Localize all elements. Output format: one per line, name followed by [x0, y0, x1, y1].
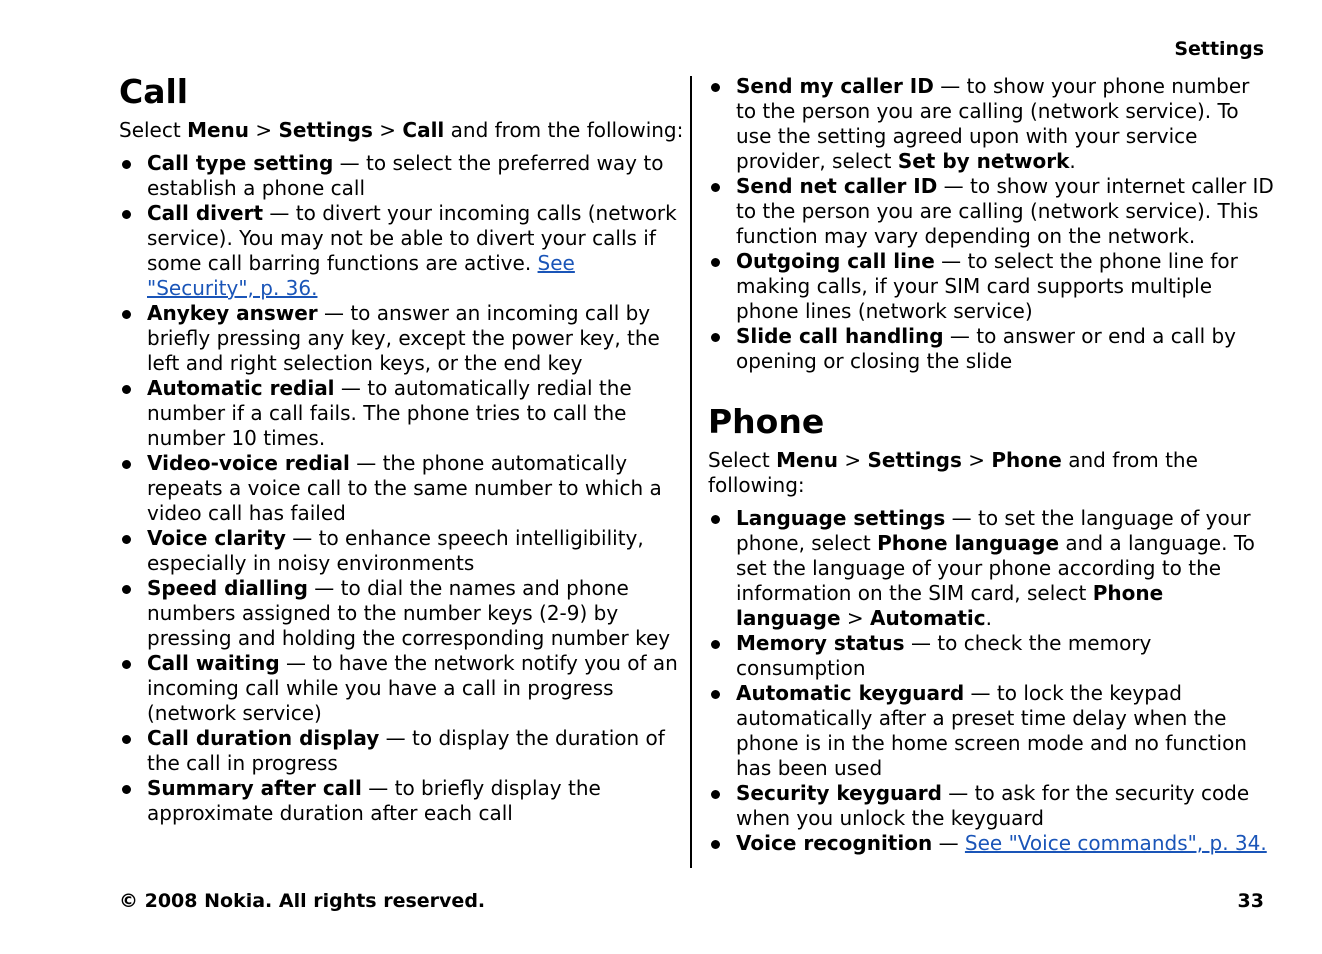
item-term: Outgoing call line	[736, 249, 935, 273]
punctuation: .	[985, 606, 992, 630]
item-term: Security keyguard	[736, 781, 942, 805]
list-item	[119, 651, 687, 726]
intro-text: Select	[708, 448, 770, 472]
separator: >	[379, 118, 397, 142]
item-term: Send net caller ID	[736, 174, 938, 198]
item-desc: — to enhance speech intelligibility, especially in noisy environments	[147, 526, 644, 575]
phone-heading: Phone	[708, 402, 825, 441]
item-term: Send my caller ID	[736, 74, 934, 98]
call-heading: Call	[119, 72, 189, 111]
settings-label: Settings	[278, 118, 373, 142]
item-desc: — to set the language of your phone, select	[736, 506, 1251, 555]
item-desc: — to display the duration of the call in progress	[147, 726, 665, 775]
page-number: 33	[1237, 890, 1264, 912]
item-term: Memory status	[736, 631, 905, 655]
separator: >	[846, 606, 864, 630]
call-intro	[119, 118, 687, 143]
punctuation: .	[1069, 149, 1076, 173]
list-item	[119, 451, 687, 526]
list-item	[708, 681, 1274, 781]
separator: >	[968, 448, 986, 472]
list-item	[708, 249, 1274, 324]
menu-label: Menu	[187, 118, 250, 142]
list-item	[708, 631, 1274, 681]
list-item	[119, 301, 687, 376]
item-desc: — to check the memory consumption	[736, 631, 1152, 680]
item-desc: — to have the network notify you of an incoming call while you have a call in progress (network service)	[147, 651, 678, 725]
item-desc: — to divert your incoming calls (network service). You may not be able to divert your calls if some call barring functions are active.	[147, 201, 677, 275]
call-settings-list-continued	[708, 74, 1274, 374]
item-term: Voice recognition	[736, 831, 933, 855]
list-item	[708, 324, 1274, 374]
item-desc: — to answer an incoming call by briefly pressing any key, except the power key, the left and right selection keys, or the end key	[147, 301, 660, 375]
security-link[interactable]: See "Security", p. 36.	[147, 251, 575, 300]
intro-text: and from the following:	[708, 448, 1198, 497]
list-item	[119, 776, 687, 826]
set-by-network-label: Set by network	[897, 149, 1070, 173]
voice-commands-link[interactable]: See "Voice commands", p. 34.	[964, 831, 1267, 855]
item-term: Call duration display	[147, 726, 380, 750]
item-desc: and a language. To set the language of your phone according to the information on the SIM card, select	[736, 531, 1255, 605]
call-settings-list	[119, 151, 687, 826]
phone-label: Phone	[991, 448, 1062, 472]
phone-intro	[708, 448, 1274, 498]
item-desc: — to ask for the security code when you unlock the keyguard	[736, 781, 1250, 830]
item-desc: — to lock the keypad automatically after a preset time delay when the phone is in the home screen mode and no function has been used	[736, 681, 1247, 780]
phone-language-label: Phone language	[736, 581, 1164, 630]
running-header: Settings	[1174, 38, 1264, 60]
settings-label: Settings	[867, 448, 962, 472]
automatic-label: Automatic	[870, 606, 986, 630]
item-term: Video-voice redial	[147, 451, 350, 475]
item-term: Automatic keyguard	[736, 681, 965, 705]
separator: >	[255, 118, 273, 142]
item-term: Voice clarity	[147, 526, 286, 550]
left-column	[119, 70, 687, 826]
item-desc: —	[938, 831, 959, 855]
intro-text: and from the following:	[450, 118, 684, 142]
list-item	[119, 151, 687, 201]
item-term: Call divert	[147, 201, 264, 225]
item-desc: — to show your internet caller ID to the person you are calling (network service). This function may vary depending on the network.	[736, 174, 1274, 248]
item-term: Summary after call	[147, 776, 362, 800]
list-item	[708, 506, 1274, 631]
copyright: © 2008 Nokia. All rights reserved.	[119, 890, 486, 912]
item-term: Anykey answer	[147, 301, 318, 325]
item-desc: — to automatically redial the number if a call fails. The phone tries to call the number 10 times.	[147, 376, 632, 450]
separator: >	[844, 448, 862, 472]
item-desc: — to select the preferred way to establish a phone call	[147, 151, 664, 200]
list-item	[119, 376, 687, 451]
item-desc: — to briefly display the approximate duration after each call	[147, 776, 601, 825]
item-term: Call waiting	[147, 651, 280, 675]
list-item	[708, 174, 1274, 249]
list-item	[119, 726, 687, 776]
phone-language-label: Phone language	[877, 531, 1060, 555]
item-desc: — to show your phone number to the person you are calling (network service). To use the setting agreed upon with your service provider, select	[736, 74, 1250, 173]
item-term: Language settings	[736, 506, 946, 530]
menu-label: Menu	[776, 448, 839, 472]
item-term: Call type setting	[147, 151, 334, 175]
item-term: Slide call handling	[736, 324, 944, 348]
list-item	[119, 576, 687, 651]
list-item	[119, 526, 687, 576]
item-desc: — to select the phone line for making calls, if your SIM card supports multiple phone lines (network service)	[736, 249, 1238, 323]
phone-settings-list	[708, 506, 1274, 856]
intro-text: Select	[119, 118, 181, 142]
list-item	[708, 781, 1274, 831]
item-desc: — the phone automatically repeats a voice call to the same number to which a video call has failed	[147, 451, 662, 525]
item-desc: — to answer or end a call by opening or closing the slide	[736, 324, 1237, 373]
list-item	[708, 831, 1274, 856]
list-item	[119, 201, 687, 301]
item-term: Speed dialling	[147, 576, 308, 600]
item-desc: — to dial the names and phone numbers assigned to the number keys (2-9) by pressing and holding the corresponding number key	[147, 576, 671, 650]
item-term: Automatic redial	[147, 376, 335, 400]
column-divider	[690, 76, 692, 868]
right-column	[708, 74, 1274, 856]
call-label: Call	[402, 118, 445, 142]
list-item	[708, 74, 1274, 174]
